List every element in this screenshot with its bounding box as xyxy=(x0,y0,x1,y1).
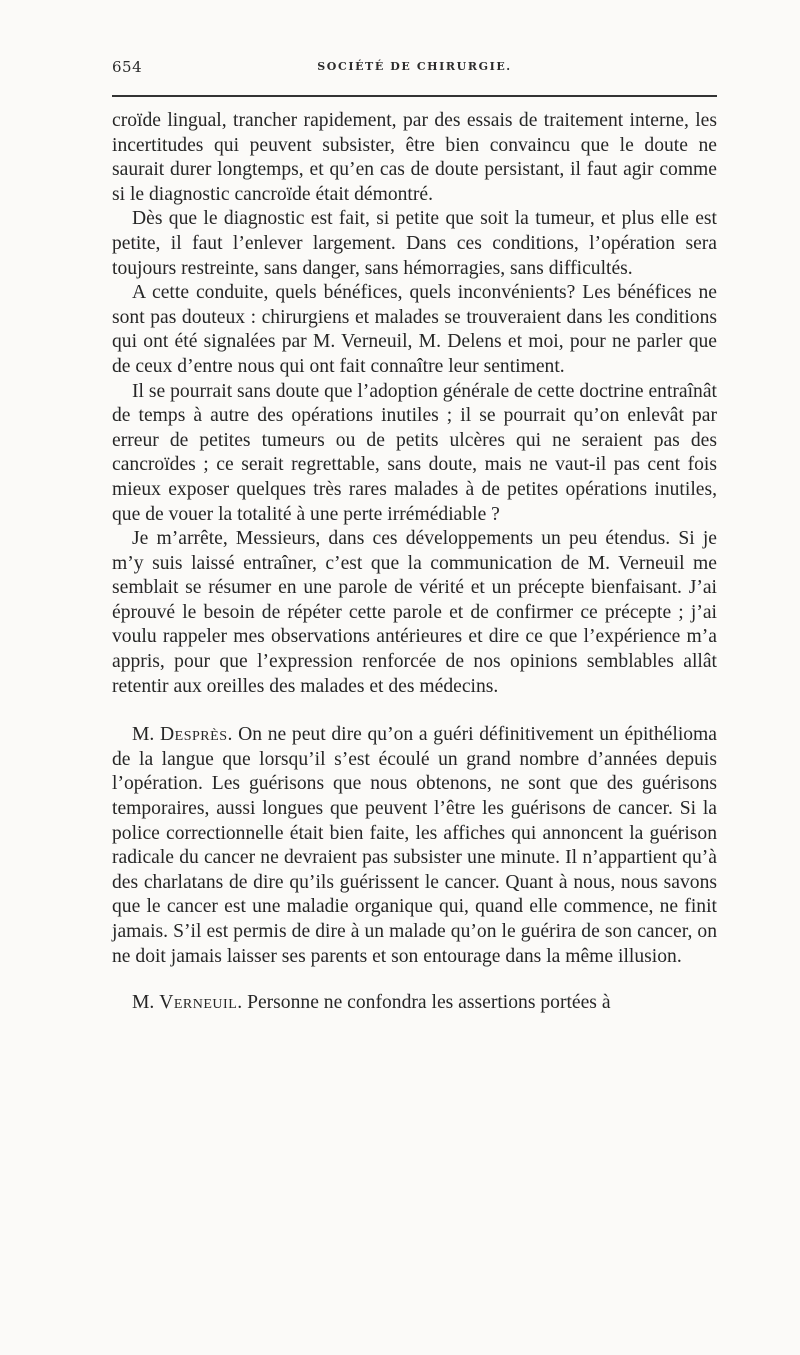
paragraph-4: Il se pourrait sans doute que l’adoption générale de cette doctrine entraînât de temps à autre des opérations inutiles ; il se pourrait qu’on enlevât par erreur de petites tumeurs ou de petits ulcères qui ne seraient pas des cancroïdes ; ce serait regrettable, sans doute, mais ne vaut-il pas cent fois mieux exposer quelques très rares malades à de petites opérations inutiles, que de vouer la totalité à une perte irrémédiable ? xyxy=(112,380,717,525)
speaker-suffix: . xyxy=(227,724,239,746)
speaker-prefix: M. xyxy=(132,992,160,1014)
header-rule xyxy=(112,95,717,97)
speaker-prefix: M. xyxy=(132,724,161,746)
running-header xyxy=(112,58,717,86)
page-number: 654 xyxy=(112,58,143,76)
paragraph-2: Dès que le diagnostic est fait, si petite que soit la tumeur, et plus elle est petite, il faut l’enlever largement. Dans ces conditions, l’opération sera toujours restreinte, sans danger, sans hémorragies, sans difficultés. xyxy=(112,208,717,279)
paragraph-3: A cette conduite, quels bénéfices, quels inconvénients? Les bénéfices ne sont pas douteux : chirurgiens et malades se trouveraient dans les conditions qui ont été signalées par M. Verneuil, M. Delens et moi, pour ne parler que de ceux d’entre nous qui ont fait connaître leur sentiment. xyxy=(112,282,717,377)
speaker-suffix: . xyxy=(237,992,248,1014)
paragraph-despres xyxy=(112,723,717,969)
despres-statement: On ne peut dire qu’on a guéri définitivement un épithélioma de la langue que lorsqu’il s’est écoulé un grand nombre d’années depuis l’opération. Les guérisons que nous obtenons, ne sont que des guérisons temporaires, aussi longues que peuvent l’être les guérisons de cancer. Si la police correctionnelle était bien faite, les affiches qui annoncent la guérison radicale du cancer ne devraient pas subsister une minute. Il n’appartient qu’à des charlatans de dire qu’ils guérissent le cancer. Quant à nous, nous savons que le cancer est une maladie organique qui, quand elle commence, ne finit jamais. S’il est permis de dire à un malade qu’on le guérira de son cancer, on ne doit jamais laisser ses parents et son entourage dans la même illusion. xyxy=(112,724,717,967)
speaker-name-verneuil: Verneuil xyxy=(159,992,238,1014)
paragraph-1: croïde lingual, trancher rapidement, par des essais de traitement interne, les incertitudes qui peuvent subsister, être bien convaincu que le doute ne saurait durer longtemps, et qu’en cas de doute persistant, il faut agir comme si le diagnostic cancroïde était démontré. xyxy=(112,110,717,205)
paragraph-verneuil xyxy=(112,991,717,1016)
paragraph-5: Je m’arrête, Messieurs, dans ces développements un peu étendus. Si je m’y suis laissé entraîner, c’est que la communication de M. Verneuil me semblait se résumer en une parole de vérité et un précepte bienfaisant. J’ai éprouvé le besoin de répéter cette parole et de confirmer ce précepte ; j’ai voulu rappeler mes observations antérieures et dire ce que l’expérience m’a appris, pour que l’expression renforcée de nos opinions semblables allât retentir aux oreilles des malades et des médecins. xyxy=(112,528,717,697)
body-text xyxy=(112,109,717,1016)
running-title: SOCIÉTÉ DE CHIRURGIE. xyxy=(317,60,512,73)
speaker-name-despres: Desprès xyxy=(160,724,228,746)
verneuil-statement: Personne ne confondra les assertions portées à xyxy=(247,992,611,1014)
